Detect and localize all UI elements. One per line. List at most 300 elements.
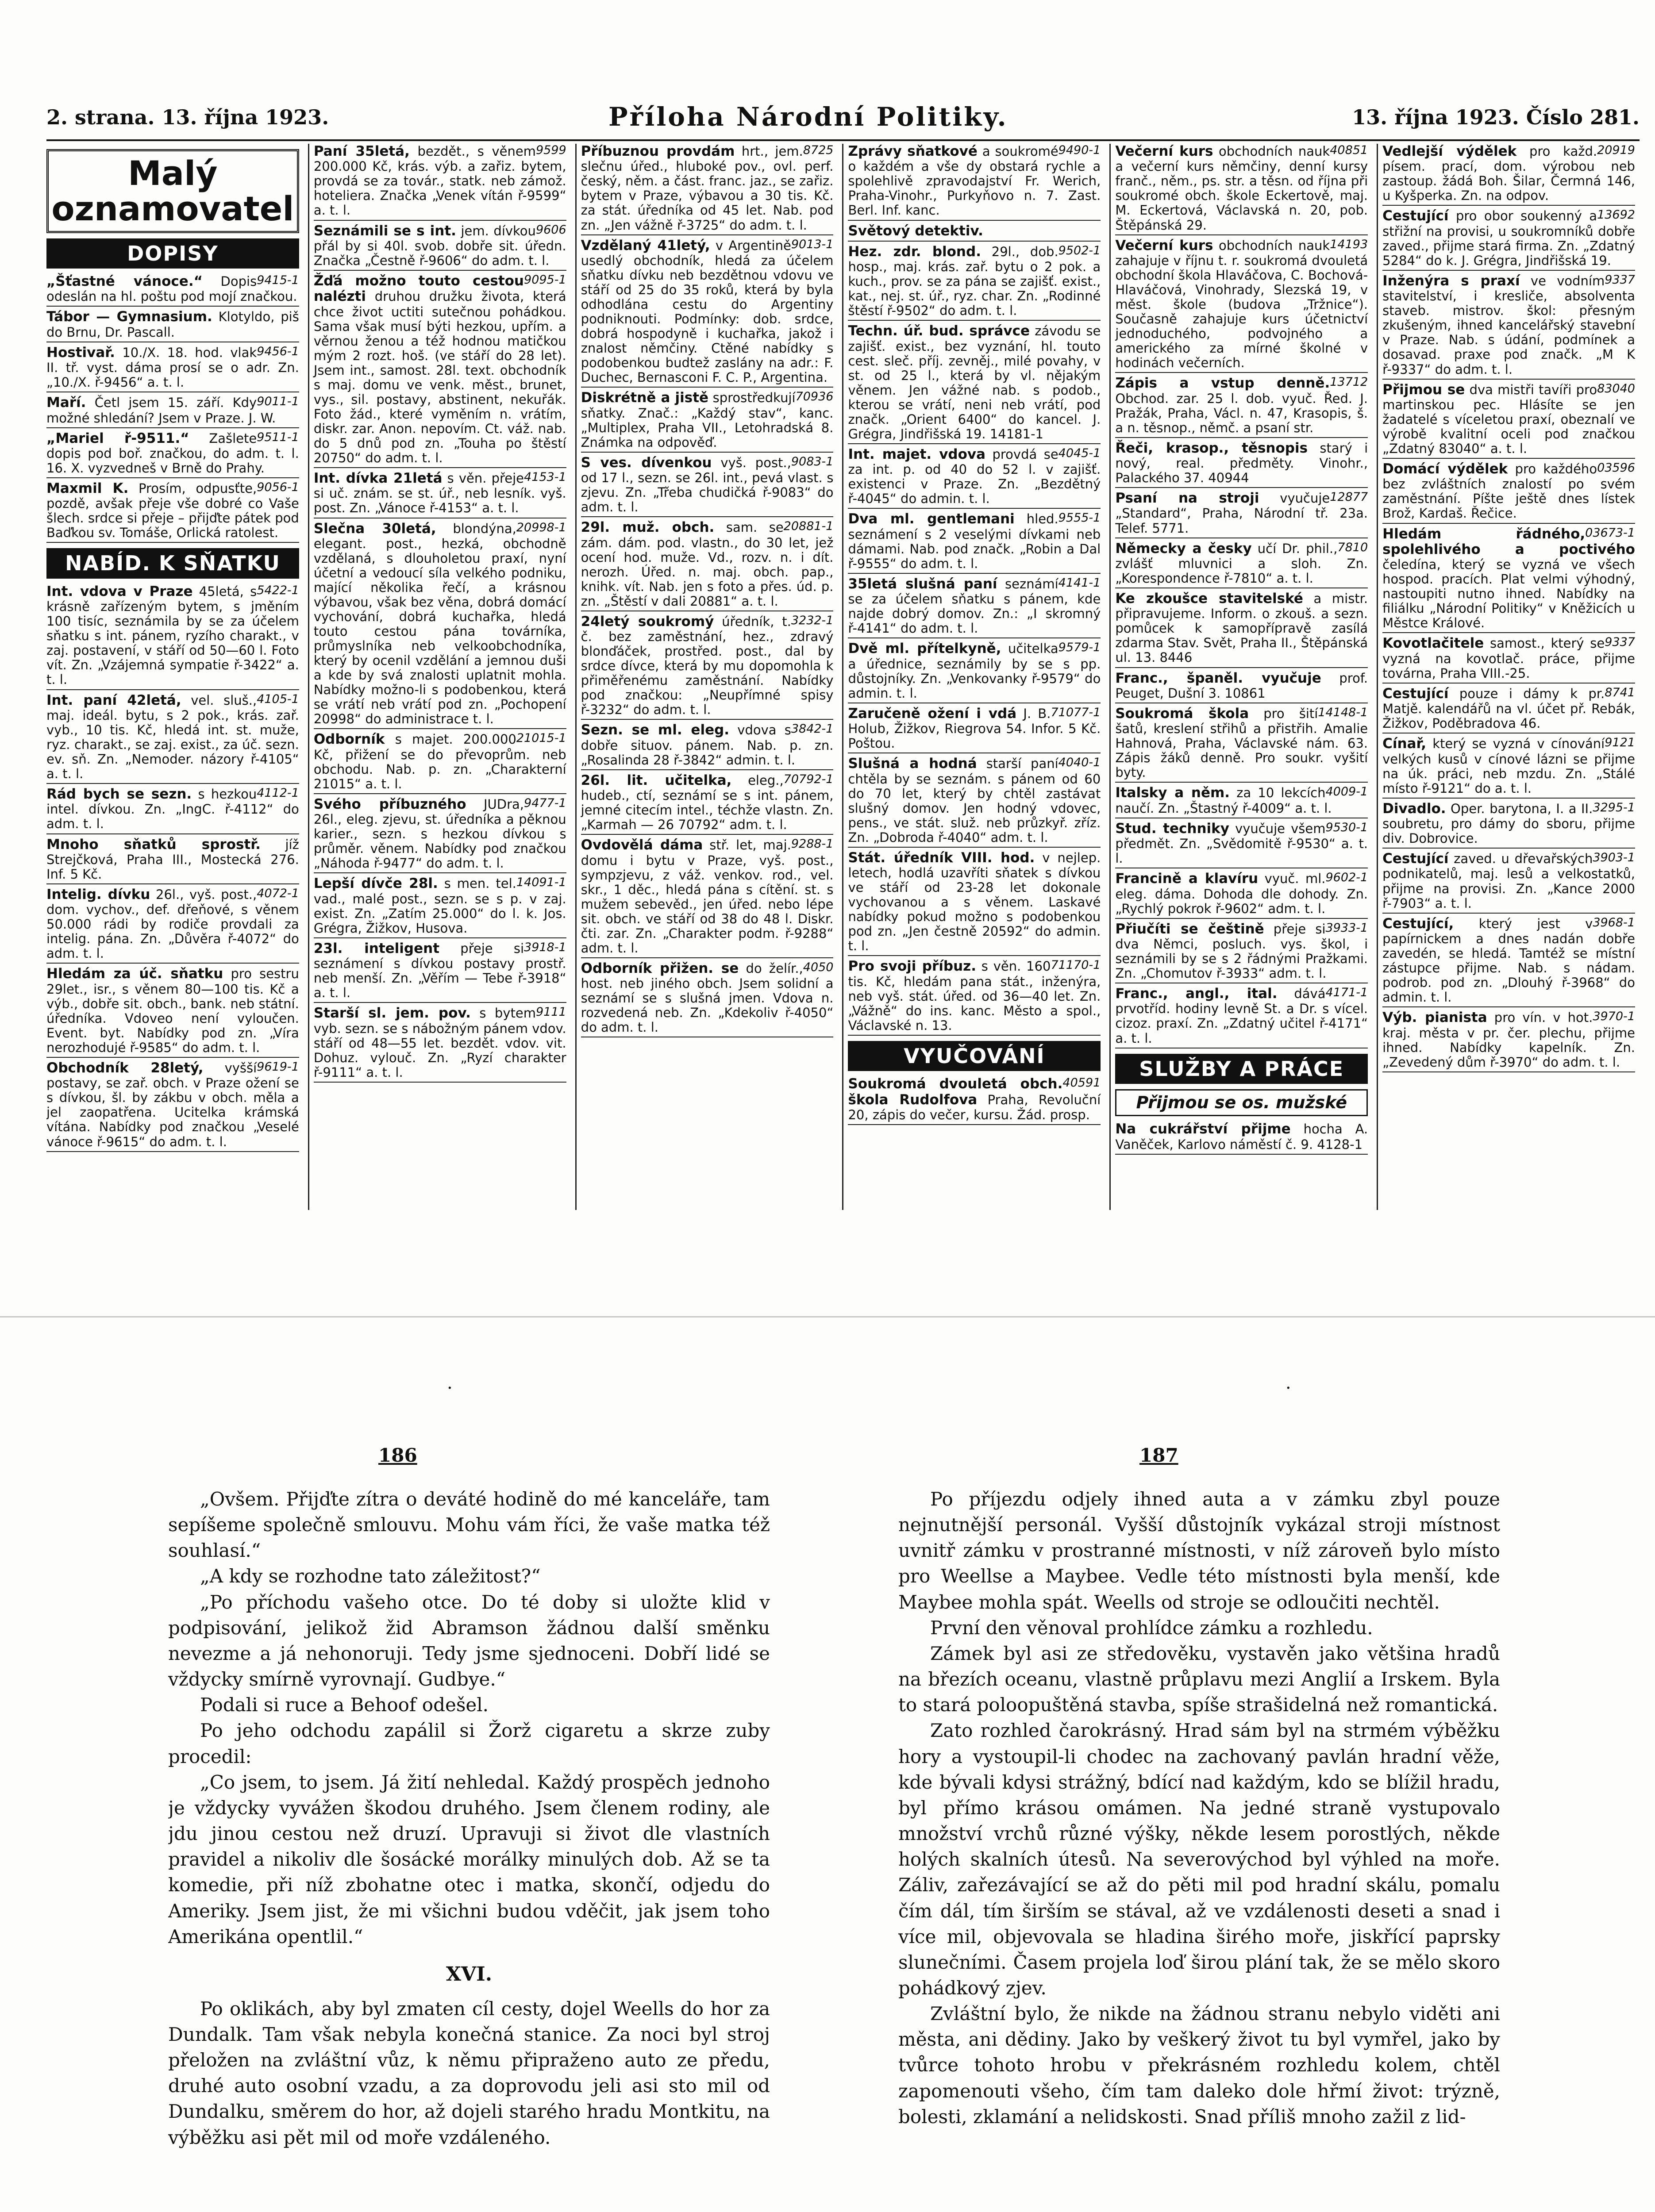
ad-title: „Šťastné vánoce.“ [46, 273, 203, 290]
ad-number: 13692 [1597, 208, 1635, 222]
ad-number: 4171-1 [1325, 986, 1368, 1000]
ad-number: 4153-1 [524, 470, 566, 484]
ad-title: Řeči, krasop., těsnopis [1115, 440, 1308, 456]
ad-text: za 10 lekcích naučí. Zn. „Štastný ř-4009“ a. t. l. [1115, 785, 1332, 816]
ad-number: 8741 [1605, 685, 1635, 699]
ad-number: 9502-1 [1058, 243, 1101, 257]
classified-ad [46, 1060, 299, 1152]
ad-text: který jest v papírnickem a dnes nadán dobře zavedén, se hledá. Tamtéž se místní zástupce přijme. Nab. s nádam. podrob. pod zn. „Dlouhý ř-3968“ do admin. t. l. [1382, 916, 1635, 1005]
story-paragraph: První den věnoval prohlídce zámku a rozhledu. [930, 1617, 1373, 1639]
ad-text: čeledína, který se vyzná ve všech hospod. pracích. Plat velmi výhodný, nastoupiti nutno ihned. Nabídky na filiálku „Národní Politiky“ v Kněžicích u Městce Králové. [1382, 557, 1635, 631]
classified-ad [848, 576, 1101, 638]
classified-ad [848, 447, 1101, 509]
classified-ad [314, 273, 566, 468]
story-paragraph: Zato rozhled čarokrásný. Hrad sám byl na strmém výběžku hory a vystoupil-li chodec na zachovaný pavlán hradní věže, kde bývali kdysi strážný, bdící nad každým, kdo se blížil hradu, byl přímo krásou omámen. Na jedné straně vystupovalo množství vrchů různé výšky, někde lesem porostlých, někde holých skalních útesů. Na severovýchod byl výhled na moře. Záliv, zařezávající se až do pěti mil pod hradní skálu, pomalu čím dál, tím širším se stával, až ve vzdálenosti deseti a snad i více mil, objevovala se hladina širého moře, jiskřící paprsky slunečními. Časem projela loď širou plání tak, že se mělo skoro pohádkový zjev. [898, 1720, 1500, 1999]
classified-ad [581, 614, 834, 720]
ad-title: Psaní na stroji [1115, 490, 1259, 507]
classified-ad [1382, 208, 1635, 270]
ad-number: 3842-1 [791, 722, 834, 736]
classified-ad [1382, 382, 1635, 459]
ad-text: Klotyldo, piš do Brnu, Dr. Pascall. [46, 309, 299, 340]
classified-ad [314, 732, 566, 794]
classified-ad [46, 584, 299, 690]
classified-ads-section [46, 144, 1640, 1210]
story-paragraph: Podali si ruce a Behoof odešel. [200, 1694, 489, 1716]
classified-ad [1382, 801, 1635, 849]
ads-column [46, 144, 304, 1210]
ad-number: 5422-1 [257, 583, 299, 597]
ad-title: Přiučíti se češtině [1115, 921, 1264, 937]
ad-title: Hledám řádného, spolehlivého a poctivého [1382, 526, 1635, 557]
ad-text: vyš. post., od 17 l., sezn. se 26l. int., pevá vlast. s zjevu. Zn. „Třeba chudičká ř-9083“ do adm. t. l. [581, 455, 834, 515]
ad-title: Obchodník 28letý, [46, 1060, 204, 1076]
ad-number: 3918-1 [524, 940, 566, 954]
story-paragraph: Po příjezdu odjely ihned auta a v zámku zbyl pouze nejnutnější personál. Vyšší důstojník vykázal stroji místnost uvnitř zámku v prostranné místnosti, v níž zároveň bylo místo pro Weellse a Maybee. Vedle této místnosti byla menší, kde Maybee mohla spát. Weells od stroje se odloučiti nechtěl. [898, 1488, 1500, 1613]
ad-number: 14193 [1330, 237, 1368, 251]
ad-text: J. B. Holub, Žižkov, Riegrova 54. Infor. 5 Kč. Poštou. [848, 706, 1101, 751]
ad-text: s bytem vyb. sezn. se s nábožným pánem vdov. stáří od 48—55 let. bezdět. vdov. vit. Dohuz. vylouč. Zn. „Ryzí charakter ř-9111“ a. t. l. [313, 1006, 566, 1080]
classified-ad [1382, 736, 1635, 798]
ad-title: Techn. úř. bud. správce [848, 323, 1030, 339]
classified-ad [581, 144, 834, 235]
ad-number: 9121 [1605, 736, 1635, 750]
section-badge: Malý oznamovatel [46, 149, 299, 233]
ad-text: 26l., vyš. post., dom. vychov., def. dřeňové, s věnem 50.000 rádi by rodiče provdali za intelig. pána. Zn. „Důvěra ř-4072“ do adm. t. l. [46, 887, 299, 961]
ad-number: 40591 [1062, 1076, 1101, 1090]
ad-title: Výb. pianista [1382, 1010, 1487, 1026]
ad-title: Přijmou se [1382, 381, 1465, 398]
classified-ad [581, 722, 834, 770]
ad-text: pouze i dámy k pr. Matjě. kalendářů na vl. účet př. Rebák, Žižkov, Poděbradova 46. [1382, 686, 1635, 731]
ad-title: 23l. inteligent [313, 940, 440, 956]
ad-text: sprostředkují sňatky. Znač.: „Každý stav“, kanc. „Multiplex, Praha VII., Letohradská 8. Známka na odpověď. [581, 390, 834, 450]
ad-title: Inženýra s praxí [1382, 273, 1520, 289]
classified-ad [314, 223, 566, 271]
ad-title: Světový detektiv. [848, 223, 983, 239]
ad-text: 45letá, s krásně zařízeným bytem, s jměním 100 tisíc, seznámila by se za účelem sňatku s int. pánem, ryzího charakt., v zaj. postavení, v stáří od 50—60 l. Foto vít. Zn. „Vzájemná sympatie ř-3422“ a. t. l. [46, 584, 299, 687]
classified-ad [1382, 686, 1635, 733]
ad-number: 9415-1 [257, 273, 299, 288]
classified-ad [46, 887, 299, 964]
classified-ad [1115, 491, 1368, 538]
classified-ad [848, 244, 1101, 321]
ad-text: s hezkou intel. dívkou. Zn. „IngC. ř-4112“ do adm. t. l. [46, 787, 299, 832]
story-paragraph: „Po příchodu vašeho otce. Do té doby si uložte klid v podpisování, jelikož žid Abramson žádnou další směnku nevezme a já nehonoruji. Tedy jsme sjednoceni. Dobří lidé se vždycky smírně vyrovnají. Gudbye.“ [168, 1591, 770, 1690]
page-divider [0, 1316, 1655, 1317]
ad-text: 10./X. 18. hod. vlak II. tř. vyst. dáma prosí se o adr. Zn. „10./X. ř-9456“ a. t. l. [46, 345, 299, 390]
ad-title: Sezn. se ml. eleg. [581, 722, 730, 738]
classified-ad [314, 797, 566, 874]
classified-ad [1115, 986, 1368, 1048]
ad-number: 9056-1 [257, 480, 299, 494]
classified-ad [46, 395, 299, 428]
ad-text: Zašlete dopis pod boř. značkou, do adm. t. l. 16. X. vyzvedneš v Brně do Prahy. [46, 430, 299, 476]
ad-text: vyučuje „Standard“, Praha, Národní tř. 23a. Telef. 5771. [1115, 491, 1368, 536]
ad-title: Domácí výdělek [1382, 461, 1508, 477]
section-badge: Přijmou se os. mužské [1115, 1089, 1368, 1116]
ad-title: Stát. úředník VIII. hod. [848, 849, 1035, 866]
ad-number: 20998-1 [516, 520, 566, 534]
ad-title: Slušná a hodná [848, 756, 977, 772]
ad-text: vyšší postavy, se zař. obch. v Praze ožení se s dívkou, šl. by zákbu v obch. měla a jel zaopatřena. Ucitelka krámská vítána. Nabídky pod značkou „Veselé vánoce ř-9615“ do adm. t. l. [46, 1060, 299, 1149]
ad-number: 8725 [803, 144, 834, 157]
ad-title: Odborník [313, 731, 385, 748]
ad-text: sam. se zám. dám. pod. vlastn., do 30 let, jež ocení hod. muže. Vd., rozv. n. i dít. nerozh. Úřed. n. maj. obch. pap., knihk. vít. Nab. jen s foto a přes. úd. p. zn. „Štěstí v dali 20881“ a. t. l. [581, 520, 834, 609]
ad-text: ve vodním stavitelství, i kresliče, absolventa staveb. mistrov. škol: přesným zkušeným, ihned kancelářský stavební v Praze. Nab. s údání, podmínek a dosavad. praxe pod značk. „M K ř-9337“ do adm. t. l. [1382, 273, 1635, 377]
classified-ad [581, 238, 834, 388]
story-paragraph: „A kdy se rozhodne tato záležitost?“ [200, 1565, 541, 1587]
classified-ad [1115, 376, 1368, 438]
ad-number: 9288-1 [791, 837, 834, 851]
classified-ad [46, 274, 299, 307]
right-page-text [898, 1486, 1500, 2212]
ad-title: Dva ml. gentlemani [848, 511, 1015, 527]
ad-number: 9477-1 [524, 796, 566, 810]
classified-ad [848, 323, 1101, 444]
ads-column [1109, 144, 1372, 1210]
ad-text: pro sestru 29let., isr., s věnem 80—100 tis. Kč a výb., dobře sit. obch., bank. neb státní. úředníka. Vdoveo není vyloučen. Event. byt. Nabídky pod zn. „Víra nerozhodujé ř-9585“ do adm. t. l. [46, 966, 299, 1055]
newspaper-header [46, 97, 1640, 141]
ad-text: pro každého bez zvláštních znalostí po svém zaměstnání. Píšte ještě dnes lístek Brož, Kardaš. Řečice. [1382, 461, 1635, 521]
ad-title: Franc., angl., ital. [1115, 986, 1278, 1002]
ad-number: 9602-1 [1325, 871, 1368, 885]
ad-text: v Argentině usedlý obchodník, hledá za účelem sňatku dívku neb bezdětnou vdovu ve stáří od 25 do 35 roků, která by byla odhodlána cestu do Argentiny podniknouti. Podmínky: dob. srdce, dobrá hospodyně i kuchařka, jakož i znalost němčiny. Ctěné nabídky s podobenkou budtež zaslány na adr.: F. Duchec, Bernasconi F. C. P., Argentina. [581, 238, 834, 385]
ad-number: 70936 [795, 390, 834, 404]
ad-title: Cestující [1382, 208, 1449, 224]
ad-text: Oper. barytona, I. a II. soubretu, pro dámy do sboru, přijme div. Dobrovice. [1382, 801, 1635, 846]
left-page-number: 186 [378, 1444, 417, 1466]
classified-ad [1382, 144, 1635, 206]
ad-text: pro každ. písem. prací, dom. výrobou neb zastoup. žádá Boh. Šilar, Čermná 146, u Kyšperka. Zn. na odpov. [1382, 144, 1635, 204]
ad-text: učí Dr. phil., zvlášť mluvnici a sloh. Zn. „Korespondence ř-7810“ a. t. l. [1115, 541, 1368, 586]
classified-ad [848, 511, 1101, 573]
classified-ad [1382, 851, 1635, 913]
ad-title: Starší sl. jem. pov. [313, 1005, 471, 1022]
ad-title: Divadlo. [1382, 800, 1446, 817]
classified-ad [581, 520, 834, 611]
ad-title: Večerní kurs [1115, 237, 1213, 253]
classified-ad [46, 345, 299, 392]
classified-ad [581, 455, 834, 517]
classified-ad [314, 941, 566, 1003]
ad-title: Int. paní 42letá, [46, 692, 181, 708]
ad-title: Příbuznou provdám [581, 144, 735, 159]
ad-title: 35letá slušná paní [848, 576, 997, 592]
classified-ad [1382, 916, 1635, 1008]
classified-ad [1115, 871, 1368, 918]
left-page-mark: · [447, 1378, 453, 1398]
ad-number: 9511-1 [257, 430, 299, 444]
ad-text: přeje si dva Němci, posluch. vys. škol, i seznámili by se s 2 řádnými Pražkami. Zn. „Chomutov ř-3933“ adm. t. l. [1115, 921, 1368, 981]
ad-text: Obchod. zar. 25 l. dob. vyuč. Řed. J. Pražák, Praha, Václ. n. 47, Krasopis, š. a n. těsnop., němč. a psaní str. [1115, 391, 1368, 435]
classified-ad [848, 1076, 1101, 1125]
ad-number: 9579-1 [1058, 641, 1101, 655]
ad-number: 9013-1 [791, 237, 834, 251]
ad-title: Cínař, [1382, 736, 1427, 752]
classified-ad [1382, 461, 1635, 523]
chapter-heading: XVI. [446, 1962, 493, 1985]
header-date-right: 13. října 1923. Číslo 281. [1352, 105, 1640, 129]
classified-ad [848, 959, 1101, 1036]
classified-ad [1115, 1121, 1368, 1154]
ad-title: 26l. lit. učitelka, [581, 772, 732, 788]
ad-number: 3232-1 [791, 613, 834, 627]
classified-ad [46, 837, 299, 884]
ads-column [575, 144, 838, 1210]
ad-text: pro obor soukenný a střižní na provisi, u soukromníků dobře zaved., přijme stará firma. Zn. „Zdatný 5284“ do k. J. Grégra, Jindřišská 19. [1382, 208, 1635, 268]
ad-text: a mistr. připravujeme. Inform. o zkouš. a sezn. pomůcek k samopřípravě zasílá zdarma Stav. Svět, Praha II., Štěpánská ul. 13. 8446 [1115, 591, 1368, 665]
ad-text: přeje si seznámení s dívkou postavy prostř. neb menší. Zn. „Věřím — Tebe ř-3918“ a. t. l. [313, 941, 566, 1001]
classified-ad [314, 1006, 566, 1083]
ad-title: 29l. muž. obch. [581, 519, 715, 536]
ad-text: starší paní chtěla by se seznám. s pánem od 60 do 70 let, který by chtěl zastávat slušný domov. Jen hodný vdovec, pens., ve stát. služ. neb průzkyř. zříz. Zn. „Dobroda ř-4040“ adm. t. l. [848, 756, 1101, 845]
classified-ad [1382, 1010, 1635, 1072]
ad-text: pro šití šatů, kreslení střihů a přistřih. Amalie Hahnová, Praha, Václavské nám. 63. Zápis žáků denně. Pro soukr. vyšití byty. [1115, 706, 1368, 780]
story-paragraph: „Co jsem, to jsem. Já žití nehledal. Každý prospěch jednoho je vždycky vyvážen škodou druhého. Jsem členem rodiny, ale jdu jinou cestou než druzí. Upravuji si život dle vlastních pravidel a nikoliv dle šosácké morálky minulých dob. Až se ta komedie, při níž zbohatne otec i matka, skončí, odjedu do Ameriky. Jsem jist, že mi všichni budou vděčit, jak jsem toho Amerikána opentlil.“ [168, 1771, 770, 1947]
ad-text: který se vyzná v cínování velkých kusů v cínové lázni se přijme na úk. práci, neb mzdu. Zn. „Stálé místo ř-9121“ do a. t. l. [1382, 736, 1635, 796]
ad-title: Zprávy sňatkové [848, 144, 978, 159]
ad-text: seznámí se za účelem sňatku s pánem, kde najde dobrý domov. Zn.: „I skromný ř-4141“ do adm. t. l. [848, 576, 1101, 636]
classified-ad [1115, 591, 1368, 668]
ad-text: JUDra, 26l., eleg. zjevu, st. úředníka a pěknou karier., sezn. s hezkou dívkou s průměr. věnem. Nabídky pod značkou „Náhoda ř-9477“ do adm. t. l. [313, 796, 566, 871]
ad-number: 9490-1 [1058, 144, 1101, 157]
classified-ad [46, 431, 299, 478]
ad-number: 3295-1 [1593, 800, 1635, 814]
ad-text: s men. tel. vad., malé post., sezn. se s p. v zaj. exist. Zn. „Zatím 25.000“ do l. k. Jos. Grégra, Žižkov, Husova. [313, 876, 566, 936]
classified-ad [1382, 636, 1635, 683]
ad-title: Kovotlačitele [1382, 635, 1484, 652]
ad-number: 9599 [535, 144, 566, 157]
ad-number: 9337 [1605, 635, 1635, 649]
ad-title: Ke zkoušce stavitelské [1115, 591, 1303, 607]
ad-text: druhou družku života, která chce život uctiti sutečnou pohádkou. Sama však musí býti hezkou, upřím. a věrnou ženou a též hodnou matičkou mým 2 rozt. hoš. (ve stáří do 28 let). Jsem int., samost. 28l. text. obchodník s maj. domu ve venk. měst., brunet, vys., sil. postavy, abstinent, nekuřák. Foto žád., které vyměním n. vrátím, diskr. zar. Anon. nepovím. Ct. váž. nab. do 5 dnů pod zn. „Touha po štěstí 20750“ do adm. t. l. [313, 289, 566, 466]
ad-title: Vzdělaný 41letý, [581, 237, 710, 253]
ad-text: zaved. u dřevařských podnikatelů, maj. lesů a velkostatků, přijme na provisi. Zn. „Kance 2000 ř-7903“ a. t. l. [1382, 851, 1635, 911]
classified-ad [46, 966, 299, 1058]
classified-ad [581, 961, 834, 1038]
ad-title: Lepší dívče 28l. [313, 876, 438, 892]
ad-number: 70792-1 [783, 772, 834, 786]
ad-text: Dopis odeslán na hl. poštu pod mojí značkou. [46, 274, 297, 304]
ad-number: 14148-1 [1318, 705, 1368, 719]
classified-ad [314, 876, 566, 938]
ad-title: Maří. [46, 395, 86, 411]
ad-number: 3903-1 [1593, 851, 1635, 865]
story-paragraph: Po jeho odchodu zapálil si Žorž cigaretu a skrze zuby procedil: [168, 1720, 770, 1767]
ad-text: obchodních nauk a večerní kurs němčiny, denní kursy franč., něm., ps. str. a těsn. od října při soukromé obch. škole Eckertově, maj. M. Eckertová, Václavská n. 20, pob. Štěpánská 29. [1115, 144, 1368, 233]
ad-title: Stud. techniky [1115, 820, 1229, 837]
ad-text: jíž Strejčková, Praha III., Mostecká 276. Inf. 5 Kč. [46, 837, 299, 882]
ad-text: s majet. 200.000 Kč, přižení se do převoprům. neb obchodu. Nab. p. zn. „Charakterní 21015“ a. t. l. [313, 732, 566, 791]
classified-ad [1115, 441, 1368, 488]
story-paragraph: Zámek byl asi ze středověku, vystavěn jako většina hradů na březích oceanu, vlastně průplavu mezi Anglií a Irskem. Byla to stará poloopuštěná stavba, spíše strašidelná než romantická. [898, 1642, 1500, 1716]
ad-title: Soukromá škola [1115, 705, 1249, 722]
ad-title: Paní 35letá, [313, 144, 410, 159]
ad-text: Prosím, odpusťte, pozdě, avšak přeje vše dobré co Vaše šlech. srdce si přeje – přijďte pátek pod Baďkou sv. Tomáše, Orlická ratolest. [46, 481, 299, 541]
classified-ad [848, 144, 1101, 221]
ad-number: 71077-1 [1051, 705, 1101, 719]
ad-number: 3933-1 [1325, 921, 1368, 935]
ad-title: „Mariel ř-9511.“ [46, 430, 189, 446]
ad-text: v nejlep. letech, hodlá uzavříti sňatek s dívkou ve stáří od 23-28 let dokonale vychovanou a s věnem. Laskavé nabídky pokud možno s podobenkou pod zn. „Jen čestně 20592“ do admin. t. l. [848, 850, 1101, 954]
section-badge: NABÍD. K SŇATKU [46, 548, 299, 578]
ad-number: 9111 [535, 1005, 566, 1019]
ad-number: 40851 [1330, 144, 1368, 157]
ad-title: Večerní kurs [1115, 144, 1213, 159]
ad-title: Na cukrářství přijme [1115, 1121, 1291, 1137]
ad-text: úředník, t. č. bez zaměstnání, hez., zdravý blonďáček, prostřed. post., dal by srdce dívce, která by mu dopomohla k přiměřenému zaměstnání. Nabídky pod značkou: „Neupřímné spisy ř-3232“ do adm. t. l. [581, 614, 834, 718]
ad-title: Intelig. dívku [46, 886, 150, 902]
ad-text: vyučuje všem předmět. Zn. „Svědomitě ř-9530“ a. t. l. [1115, 821, 1368, 866]
header-title: Příloha Národní Politiky. [608, 102, 1008, 132]
ad-text: hled. seznámení s 2 veselými dívkami neb dámami. Nab. pod značk. „Robin a Dal ř-9555“ do adm. t. l. [848, 511, 1101, 571]
ad-title: Rád bych se sezn. [46, 786, 192, 803]
classified-ad [46, 693, 299, 784]
ad-title: Německy a česky [1115, 540, 1252, 557]
ads-column [308, 144, 571, 1210]
ad-title: Slečna 30letá, [313, 520, 436, 537]
story-paragraph: Zvláštní bylo, že nikde na žádnou stranu nebylo viděti ani města, ani dědiny. Jako by veškerý život tu byl vymřel, jako by tvůrce tohoto hrobu v překrásném rozhledu kolem, chtěl zapomenouti všeho, čím tam daleko dole hřmí život: trýzně, bolesti, zklamání a nelidskosti. Snad příliš mnoho zažil z lid- [898, 2003, 1500, 2128]
ad-number: 13712 [1330, 375, 1368, 389]
right-page-number: 187 [1139, 1444, 1178, 1466]
section-badge: SLUŽBY A PRÁCE [1115, 1054, 1368, 1084]
ad-number: 12877 [1330, 490, 1368, 504]
ad-text: samost., který se vyzná na kovotlač. práce, přijme továrna, Praha VIII.-25. [1382, 636, 1635, 681]
left-page-text [168, 1486, 770, 2212]
story-paragraph: „Ovšem. Přijďte zítra o deváté hodině do mé kanceláře, tam sepíšeme společně smlouvu. Mohu vám říci, že vaše matka též souhlasí.“ [168, 1488, 770, 1562]
classified-ad [46, 787, 299, 834]
ad-text: prof. Peuget, Dušní 3. 10861 [1115, 670, 1368, 701]
ad-number: 4040-1 [1058, 756, 1101, 770]
right-page-mark: · [1286, 1378, 1291, 1398]
section-badge: DOPISY [46, 238, 299, 269]
ad-text: vyuč. ml. eleg. dáma. Dohoda dle dohody. Zn. „Rychlý pokrok ř-9602“ adm. t. l. [1115, 871, 1368, 916]
ads-column [1377, 144, 1640, 1210]
ad-number: 9619-1 [257, 1060, 299, 1074]
ad-number: 9337 [1605, 273, 1635, 287]
classified-ad [581, 773, 834, 835]
classified-ad [314, 521, 566, 730]
classified-ad [1115, 238, 1368, 373]
ad-title: Int. vdova v Praze [46, 583, 193, 599]
ad-text: vel. sluš., maj. ideál. bytu, s 2 pok., krás. zař. vyb., 10 tis. Kč, hledá int. st. muže, ryz. charakt., se zaj. exist., za úč. sezn. ev. sň. Zn. „Nemoder. názory ř-4105“ a. t. l. [46, 692, 299, 782]
ad-title: 24letý soukromý [581, 613, 714, 630]
ad-text: a soukromé o každém a vše dy obstará rychle a spolehlivě zpravodajství Fr. Werich, Praha-Vinohr., Purkyňovo n. 7. Zast. Berl. Inf. kanc. [848, 144, 1101, 218]
ad-text: závodu se zajišť. exist., bez vyznání, hl. touto cest. sleč. příj. zevněj., milé povahy, v st. od 25 l., která by vl. nějakým věnem. Jen vážné nab. s podob., kterou se vrátí, neni neb vrátí, pod značk. „Orient 6400“ do kancel. J. Grégra, Jindřišská 19. 14181-1 [848, 323, 1101, 442]
ad-number: 9530-1 [1325, 820, 1368, 834]
ad-number: 4105-1 [257, 692, 299, 706]
classified-ad [1115, 671, 1368, 703]
ad-number: 9095-1 [524, 273, 566, 287]
ad-number: 3970-1 [1593, 1010, 1635, 1024]
ad-title: Odborník přižen. se [581, 960, 739, 976]
ad-text: stř. let, maj. domu i bytu v Praze, vyš. post., sympzjevu, z váž. venkov. rod., vel. skr., 1 děc., hledá pána s cítění. st. s mužem sebevěd., jen úřed. nebo lépe sit. obch. ve stáří od 38 do 48 l. Diskr. čti. zar. Zn. „Charakter podm. ř-9288“ adm. t. l. [581, 837, 834, 956]
classified-ad [848, 756, 1101, 848]
ad-text: učitelka a úřednice, seznámily by se s pp. důstojníky. Zn. „Venkovanky ř-9579“ do admin. t. l. [848, 641, 1101, 701]
ad-title: Cestující [1382, 685, 1449, 702]
ad-title: Hostivař. [46, 344, 115, 361]
ad-number: 4045-1 [1058, 446, 1101, 461]
classified-ad [1382, 526, 1635, 634]
ad-number: 03596 [1597, 461, 1635, 475]
classified-ad [314, 144, 566, 221]
ad-text: starý i nový, real. předměty. Vinohr., Palackého 37. 40944 [1115, 440, 1368, 486]
ad-text: jem. dívkou přál by si 40l. svob. dobře sit. úředn. Značka „Čestně ř-9606“ do adm. t. l. [313, 223, 566, 268]
ad-title: Svého příbuzného [313, 796, 466, 812]
section-badge: VYUČOVÁNÍ [848, 1041, 1101, 1071]
ad-text: eleg., hudeb., ctí, seznámí se s int. pánem, jemné citecím intel., téchže vlastn. Zn. „Karmah — 26 70792“ adm. t. l. [581, 772, 834, 833]
header-date-left: 2. strana. 13. října 1923. [46, 105, 329, 129]
classified-ad [46, 309, 299, 342]
ad-number: 14091-1 [516, 876, 566, 890]
ad-number: 21015-1 [516, 731, 566, 745]
ad-title: Cestující [1382, 851, 1449, 867]
ad-text: obchodních nauk zahajuje v říjnu t. r. soukromá dvouletá obchodní škola Hlaváčova, C. Bochová-Hlaváčová, Vinohrady, Slezská 19, v měst. škole (budova „Tržnice“). Současně zahajuje kurs účetnictví jednoduchého, podvojného a amerického za mírné školné v hodinách večerních. [1115, 238, 1368, 371]
ad-title: Vedlejší výdělek [1382, 144, 1517, 159]
ad-title: Maxmil K. [46, 480, 129, 496]
ad-number: 9083-1 [791, 454, 834, 469]
classified-ad [1115, 144, 1368, 235]
ad-number: 03673-1 [1585, 526, 1635, 540]
classified-ad [314, 471, 566, 518]
ad-title: Soukromá dvouletá obch. škola Rudolfova [848, 1076, 1063, 1108]
ad-number: 7810 [1337, 540, 1368, 554]
ad-title: Diskrétně a jistě [581, 390, 709, 406]
ad-title: Franc., španěl. vyučuje [1115, 670, 1321, 686]
ad-text: blondýna, elegant. post., hezká, obchodně vzdělaná, s dlouholetou praxí, nyní účetní a vedoucí síla velkého podniku, mající několika řečí, a krásnou výbavou, však bez věna, dobrá domácí vychování, dobrá kuchařka, hledá touto cestou pána továrníka, průmyslníka neb velkoobchodníka, který by ocenil vzdělání a jemnou duši a kde by svá znalosti uplatnit mohla. Nabídky možno-li s podobenkou, která se vrátí neb vrátí pod zn. „Pochopení 20998“ do administrace t. l. [313, 521, 566, 727]
ad-title: Cestující, [1382, 915, 1454, 932]
ad-number: 3968-1 [1593, 915, 1635, 929]
classified-ad [848, 850, 1101, 956]
ad-text: s věn. přeje si uč. znám. se st. úř., neb lesník. vyš. post. Zn. „Vánoce ř-4153“ a. t. l. [313, 471, 566, 516]
ad-title: Francině a klavíru [1115, 871, 1259, 887]
ad-title: Int. dívka 21letá [313, 470, 443, 487]
ad-text: dva mistři tavíři pro martinskou pec. Hlásíte se jen žadatelé s víceletou praxí, obeznalí ve výrobě kvalitní oceli pod značkou „Zdatný 83040“ a. t. l. [1382, 382, 1635, 457]
ad-title: Žďá možno touto cestou nalézti [313, 273, 524, 305]
ads-column [842, 144, 1105, 1210]
classified-ad [848, 706, 1101, 753]
classified-ad [848, 641, 1101, 703]
ad-number: 4112-1 [257, 786, 299, 800]
ad-title: Seznámili se s int. [313, 223, 456, 239]
ad-number: 83040 [1597, 381, 1635, 396]
classified-ad [581, 390, 834, 452]
ad-number: 20919 [1597, 144, 1635, 157]
ad-title: Zaručeně ožení i vdá [848, 705, 1017, 722]
ad-title: Tábor — Gymnasium. [46, 309, 212, 325]
ad-number: 4050 [803, 960, 834, 974]
ad-text: 29l., dob. hosp., maj. krás. zař. bytu o 2 pok. a kuch., prov. se za pána se zajišť. exist., kat., nej. st. úř., ryz. char. Zn. „Rodinné štěstí ř-9502“ do adm. t. l. [848, 244, 1101, 319]
ad-title: Hez. zdr. blond. [848, 243, 981, 260]
ad-text: hrt., jem. slečnu úřed., hluboké pov., ovl. perf. český, něm. a část. franc. jaz., se zařiz. bytem v Praze, výbavou a 30 tis. Kč. za stát. úředníka od 45 let. Nab. pod zn. „Jen vážně ř-3725“ do adm. t. l. [581, 144, 834, 233]
ad-text: Praha, Revoluční 20, zápis do večer, kursu. Žád. prosp. [848, 1092, 1101, 1123]
ad-title: Italsky a něm. [1115, 785, 1230, 801]
ad-text: bezdět., s věnem 200.000 Kč, krás. výb. a zařiz. bytem, provdá se za továr., statk. neb zámož. hoteliera. Značka „Venek vítán ř-9599“ a. t. l. [313, 144, 566, 218]
ad-number: 9606 [535, 223, 566, 237]
ad-number: 20881-1 [783, 519, 834, 534]
classified-ad [1382, 273, 1635, 380]
ad-title: Int. majet. vdova [848, 446, 986, 463]
classified-ad [581, 837, 834, 958]
ad-number: 4072-1 [257, 886, 299, 900]
ad-number: 9456-1 [257, 344, 299, 358]
ad-number: 71170-1 [1051, 958, 1101, 972]
ad-text: dává prvotříd. hodiny levně St. a Dr. s vícel. cizoz. praxí. Zn. „Zdatný učitel ř-4171“ a. t. l. [1115, 986, 1368, 1046]
classified-ad [848, 223, 1101, 242]
classified-ad [1115, 785, 1368, 818]
ad-number: 4009-1 [1325, 785, 1368, 799]
ad-text: Četl jsem 15. září. Kdy možné shledání? Jsem v Praze. J. W. [46, 395, 276, 426]
